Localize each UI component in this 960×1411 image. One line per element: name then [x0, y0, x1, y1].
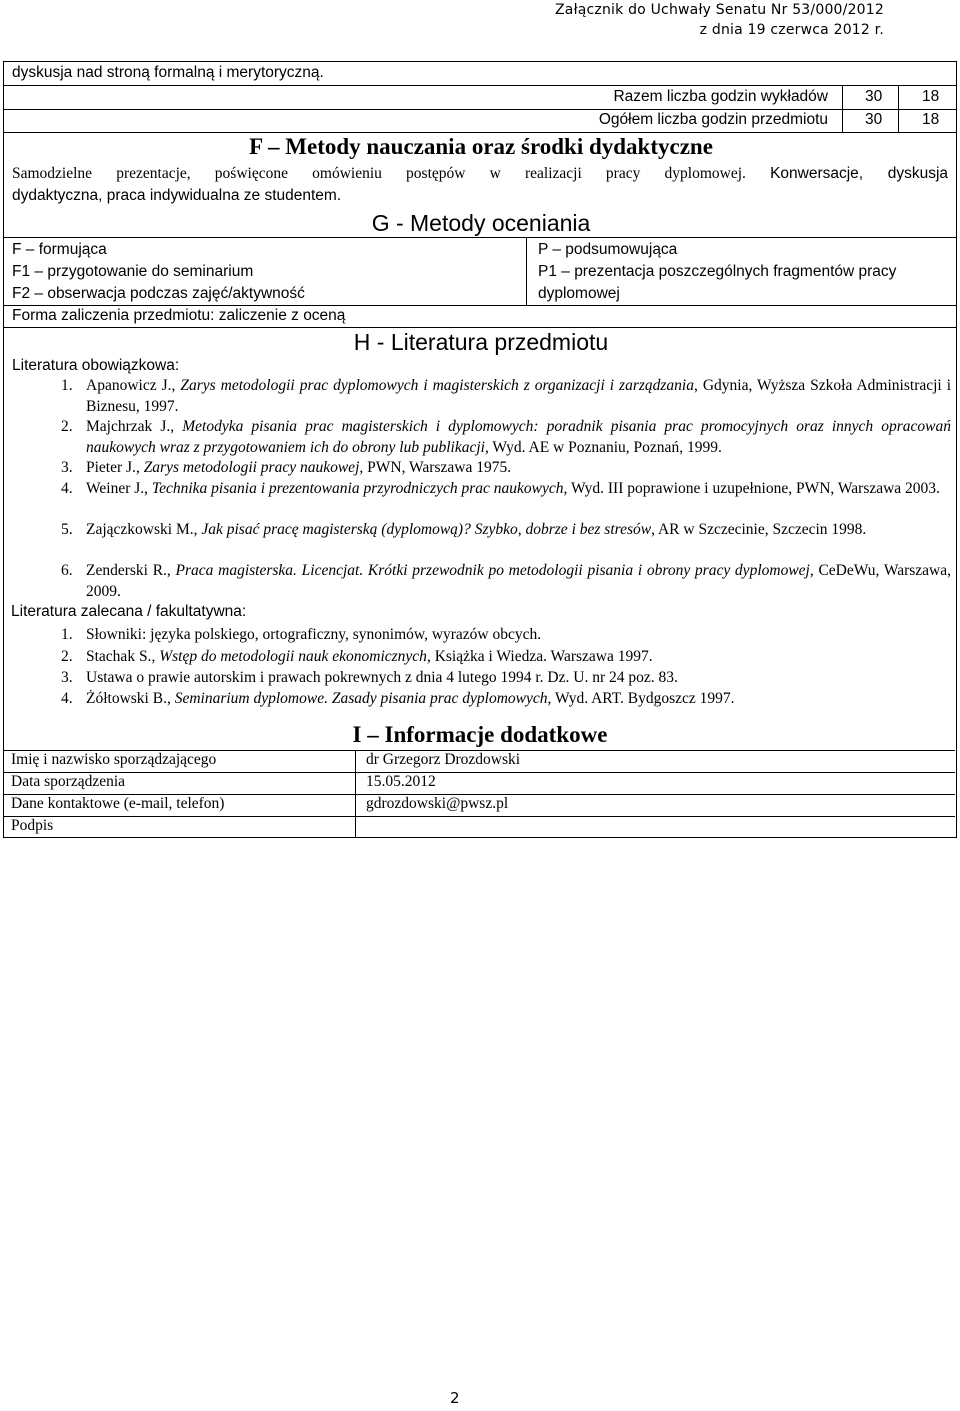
intro-text: dyskusja nad stroną formalną i merytoryczną.: [12, 64, 324, 81]
literature-item: [11, 668, 951, 689]
document-header: [555, 0, 884, 40]
summative-block: [538, 239, 896, 305]
summative-title: P – podsumowująca: [538, 241, 678, 258]
literature-details: Ustawa o prawie autorskim i prawach pokrewnych z dnia 4 lutego 1994 r. Dz. U. nr 24 poz. 83.: [86, 669, 678, 686]
separator: ,: [144, 480, 152, 497]
divider: [526, 237, 527, 305]
info-value: dr Grzegorz Drozdowski: [366, 751, 521, 768]
separator: ,: [193, 521, 202, 538]
item-number: 2.: [61, 648, 73, 665]
item-number: 3.: [61, 459, 73, 476]
item-number: 1.: [61, 377, 73, 394]
literature-details: , Wyd. ART. Bydgoszcz 1997.: [547, 690, 735, 707]
item-number: 4.: [61, 480, 73, 497]
total-hours-label: Ogółem liczba godzin przedmiotu: [598, 111, 828, 128]
header-line-1: Załącznik do Uchwały Senatu Nr 53/000/2012: [555, 2, 884, 18]
assessment-form: [12, 307, 345, 325]
divider: [3, 816, 955, 817]
formative-block: [12, 239, 305, 305]
literature-details: , AR w Szczecinie, Szczecin 1998.: [651, 521, 867, 538]
assessment-form-value: zaliczenie z oceną: [218, 307, 346, 324]
literature-title: Technika pisania i prezentowania przyrodniczych prac naukowych: [151, 480, 564, 497]
item-number: 4.: [61, 690, 73, 707]
literature-item: [11, 417, 951, 458]
literature-author: Weiner J.: [86, 480, 145, 497]
section-f-text-line-1: [12, 164, 948, 184]
section-i-title: I – Informacje dodatkowe: [352, 722, 608, 747]
literature-item: [11, 561, 951, 602]
separator: ,: [135, 459, 144, 476]
divider: [4, 327, 956, 328]
literature-author: Apanowicz J.: [86, 377, 172, 394]
literature-title: Praca magisterska. Licencjat. Krótki przewodnik po metodologii pisania i obrony pracy dyplomowej: [175, 562, 810, 579]
formative-item: F2 – obserwacja podczas zajęć/aktywność: [12, 285, 305, 302]
literature-title: Jak pisać pracę magisterską (dyplomową)? Szybko, dobrze i bez stresów: [201, 521, 652, 538]
info-value: gdrozdowski@pwsz.pl: [366, 795, 509, 812]
literature-author: Żółtowski B.: [86, 690, 167, 707]
literature-author: Zenderski R.: [86, 562, 167, 579]
section-h-title: H - Literatura przedmiotu: [353, 329, 609, 355]
literature-details: Słowniki: języka polskiego, ortograficzny, synonimów, wyrazów obcych.: [86, 626, 542, 643]
required-literature-label: Literatura obowiązkowa:: [12, 357, 180, 374]
header-line-2: z dnia 19 czerwca 2012 r.: [699, 22, 884, 38]
literature-details: , Wyd. AE w Poznaniu, Poznań, 1999.: [484, 438, 722, 456]
literature-details: , Wyd. III poprawione i uzupełnione, PWN, Warszawa 2003.: [563, 480, 940, 497]
literature-author: Pieter J.: [86, 459, 136, 476]
separator: ,: [170, 418, 183, 435]
literature-details: , CeDeWu, Warszawa, 2009.: [86, 562, 951, 600]
literature-author: Stachak S.: [86, 648, 152, 665]
item-number: 3.: [61, 669, 73, 686]
section-f-text-3: dydaktyczna, praca indywidualna ze studentem.: [12, 187, 342, 204]
formative-item: F1 – przygotowanie do seminarium: [12, 263, 254, 280]
lectures-hours-b: 18: [922, 88, 940, 105]
divider: [898, 85, 899, 132]
info-label: Podpis: [11, 817, 54, 834]
lectures-hours-a: 30: [865, 88, 883, 105]
divider: [4, 109, 956, 110]
literature-item: [11, 520, 951, 541]
summative-item-line-1: P1 – prezentacja poszczególnych fragmentów pracy: [538, 263, 897, 280]
divider: [355, 750, 356, 838]
optional-literature-label: Literatura zalecana / fakultatywna:: [11, 603, 247, 620]
divider: [4, 237, 956, 238]
separator: ,: [171, 377, 181, 394]
literature-author: Majchrzak J.: [86, 418, 171, 435]
info-label: Data sporządzenia: [11, 773, 126, 790]
total-hours-b: 18: [922, 111, 940, 128]
item-number: 5.: [61, 521, 73, 538]
info-label: Dane kontaktowe (e-mail, telefon): [11, 795, 225, 812]
literature-details: PWN, Warszawa 1975.: [363, 459, 512, 476]
divider: [4, 305, 956, 306]
section-f-title: F – Metody nauczania oraz środki dydaktyczne: [249, 134, 713, 159]
lectures-hours-label: Razem liczba godzin wykładów: [613, 88, 828, 105]
literature-item: [11, 458, 951, 479]
separator: ,: [166, 562, 176, 579]
divider: [4, 85, 956, 86]
literature-author: Zajączkowski M.: [86, 521, 194, 538]
total-hours-a: 30: [865, 111, 883, 128]
literature-item: [11, 647, 951, 668]
separator: ,: [151, 648, 160, 665]
item-number: 1.: [61, 626, 73, 643]
section-f-text-2: Konwersacje, dyskusja: [770, 165, 949, 182]
literature-details: , Gdynia, Wyższa Szkoła Administracji i Biznesu, 1997.: [86, 377, 952, 415]
info-label: Imię i nazwisko sporządzającego: [11, 751, 217, 768]
literature-title: Zarys metodologii prac dyplomowych i magisterskich z organizacji i zarządzania: [180, 377, 694, 394]
divider: [3, 772, 955, 773]
literature-details: , Książka i Wiedza. Warszawa 1997.: [426, 648, 653, 665]
literature-title: Zarys metodologii pracy naukowej,: [143, 459, 364, 476]
literature-title: Wstęp do metodologii nauk ekonomicznych: [159, 648, 427, 665]
section-f-text-1: Samodzielne prezentacje, poświęcone omówieniu postępów w realizacji pracy dyplomowej.: [12, 165, 746, 182]
item-number: 2.: [61, 418, 73, 435]
literature-item: [11, 689, 951, 710]
section-g-title: G - Metody oceniania: [371, 210, 591, 236]
page-number: 2: [450, 1389, 460, 1407]
literature-item: [11, 625, 951, 646]
literature-item: [11, 479, 951, 500]
literature-title: Seminarium dyplomowe. Zasady pisania prac dyplomowych: [174, 690, 548, 707]
summative-item-line-2: dyplomowej: [538, 285, 620, 302]
literature-title: Metodyka pisania prac magisterskich i dyplomowych: poradnik pisania prac promocyjnych oraz innych opracowań naukowych wraz z przygotowaniem ich do obrony lub publikacji: [86, 418, 951, 456]
formative-title: F – formująca: [12, 241, 107, 258]
divider: [4, 132, 956, 133]
divider: [842, 85, 843, 132]
item-number: 6.: [61, 562, 73, 579]
info-value: 15.05.2012: [366, 773, 436, 790]
literature-item: [11, 376, 951, 417]
assessment-form-label: Forma zaliczenia przedmiotu:: [12, 307, 215, 324]
separator: ,: [166, 690, 175, 707]
